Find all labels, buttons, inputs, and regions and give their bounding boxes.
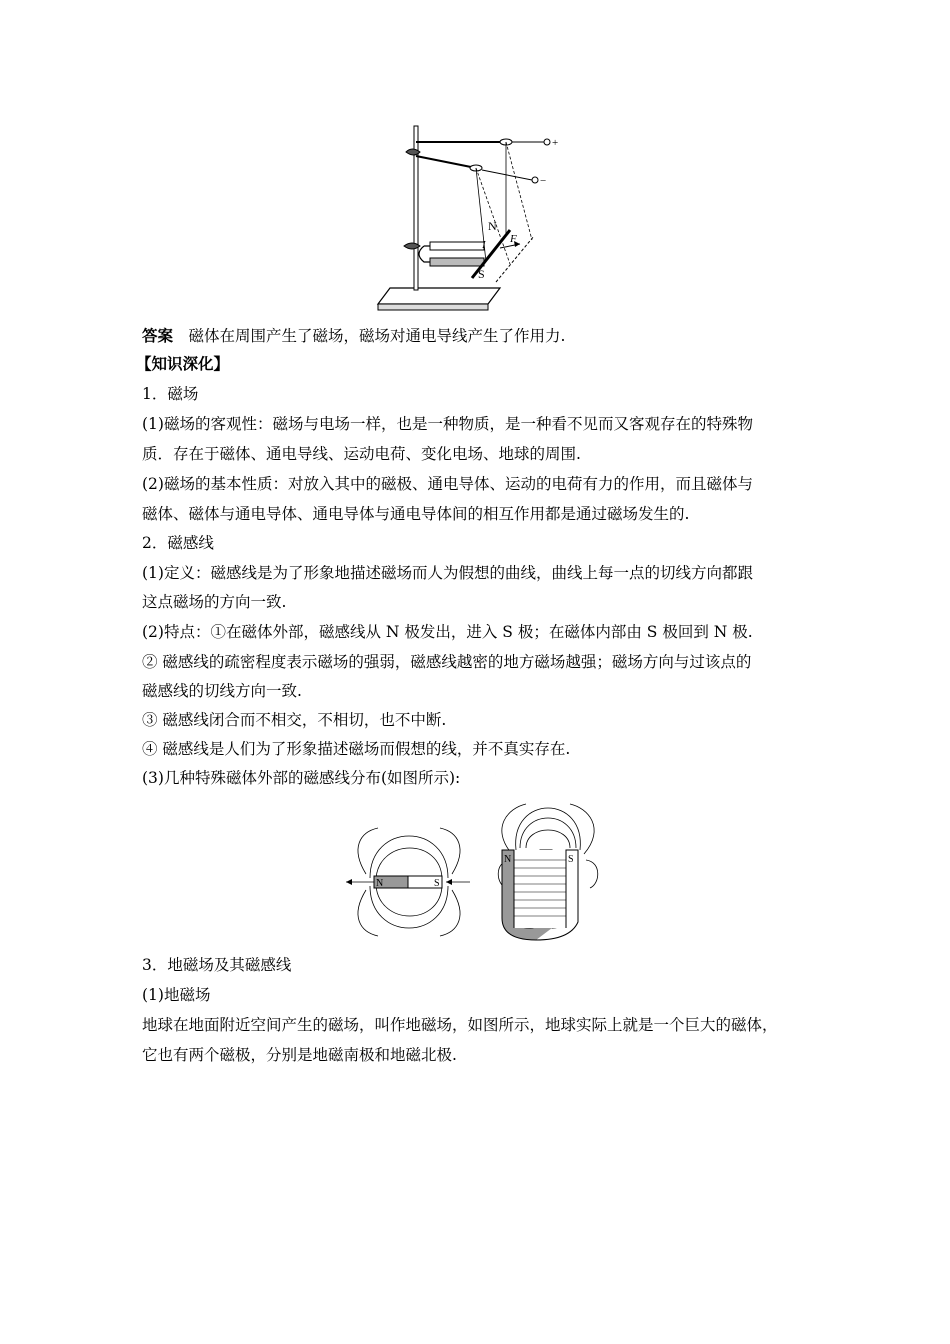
heading-geomagnetic-field: 3．地磁场及其磁感线 <box>142 956 292 974</box>
bar-field-line <box>358 828 378 874</box>
lower-arm <box>416 156 476 168</box>
paragraph-line: (1)磁场的客观性：磁场与电场一样，也是一种物质，是一种看不见而又客观存在的特殊物 <box>142 415 753 433</box>
plus-terminal <box>544 139 550 145</box>
bar-field-line <box>440 828 460 874</box>
dashed-wire-right <box>506 142 532 240</box>
u-magnet-figure <box>498 804 598 940</box>
bar-field-line <box>376 886 442 916</box>
subheading-geomagnetic-field: (1)地磁场 <box>142 986 211 1004</box>
paragraph-line: ② 磁感线的疏密程度表示磁场的强弱，磁感线越密的地方磁场越强；磁场方向与过该点的 <box>142 653 752 671</box>
paragraph-line: ③ 磁感线闭合而不相交，不相切，也不中断. <box>142 711 447 729</box>
bar-field-line <box>376 848 442 878</box>
answer-line <box>142 326 822 346</box>
bar-field-line <box>370 836 448 878</box>
bar-axis-arrowhead-left <box>346 879 352 885</box>
current-label: I <box>482 239 486 251</box>
paragraph-line: (2)特点：①在磁体外部，磁感线从 N 极发出，进入 S 极；在磁体内部由 S 极回到 N 极. <box>142 623 753 641</box>
u-magnet-lower-arm <box>430 258 484 266</box>
stand-base-side <box>378 304 488 310</box>
plus-label: + <box>552 137 559 149</box>
minus-lead <box>482 170 532 180</box>
answer-text: 磁体在周围产生了磁场，磁场对通电导线产生了作用力. <box>188 327 566 345</box>
minus-label: − <box>540 175 547 187</box>
u-north-label: N <box>504 854 512 865</box>
section-title: 【知识深化】 <box>136 354 230 373</box>
u-field-line <box>570 804 594 854</box>
u-field-line <box>520 818 576 848</box>
heading-magnetic-field: 1．磁场 <box>142 385 199 403</box>
bar-field-line <box>370 886 448 928</box>
paragraph-line: 质．存在于磁体、通电导线、运动电荷、变化电场、地球的周围. <box>142 445 581 463</box>
bar-field-line <box>440 890 460 936</box>
force-label: F <box>510 233 517 245</box>
paragraph-line: 磁感线的切线方向一致. <box>142 682 302 700</box>
paragraph-line: (2)磁场的基本性质：对放入其中的磁极、通电导体、运动的电荷有力的作用，而且磁体与 <box>142 475 753 493</box>
u-south-label: S <box>568 854 574 865</box>
u-field-line <box>526 830 570 848</box>
paragraph-line: (3)几种特殊磁体外部的磁感线分布(如图所示): <box>142 769 461 787</box>
bar-south-label: S <box>434 878 440 889</box>
bar-axis-arrowhead-right <box>446 879 452 885</box>
u-magnet-upper-arm <box>430 242 484 250</box>
experiment-apparatus-figure <box>360 118 580 314</box>
paragraph-line: ④ 磁感线是人们为了形象描述磁场而假想的线，并不真实存在. <box>142 740 571 758</box>
magnet-field-lines-figure <box>330 788 630 948</box>
paragraph-line: (1)定义：磁感线是为了形象地描述磁场而人为假想的曲线，曲线上每一点的切线方向都跟 <box>142 564 753 582</box>
bar-magnet-figure <box>346 828 470 936</box>
north-label: N <box>488 219 497 233</box>
bar-field-line <box>358 890 378 936</box>
u-field-line <box>502 804 526 854</box>
minus-terminal <box>532 177 538 183</box>
stand-base <box>378 288 500 304</box>
paragraph-line: 磁体、磁体与通电导体、通电导体与通电导体间的相互作用都是通过磁场发生的. <box>142 505 690 523</box>
paragraph-line: 它也有两个磁极，分别是地磁南极和地磁北极. <box>142 1046 457 1064</box>
u-field-line <box>586 860 598 888</box>
bar-north-label: N <box>376 878 384 889</box>
south-label: S <box>478 267 485 281</box>
paragraph-line: 这点磁场的方向一致. <box>142 593 287 611</box>
answer-label: 答案 <box>142 326 174 345</box>
paragraph-line: 地球在地面附近空间产生的磁场，叫作地磁场，如图所示，地球实际上就是一个巨大的磁体， <box>142 1016 778 1034</box>
heading-field-lines: 2．磁感线 <box>142 534 214 552</box>
